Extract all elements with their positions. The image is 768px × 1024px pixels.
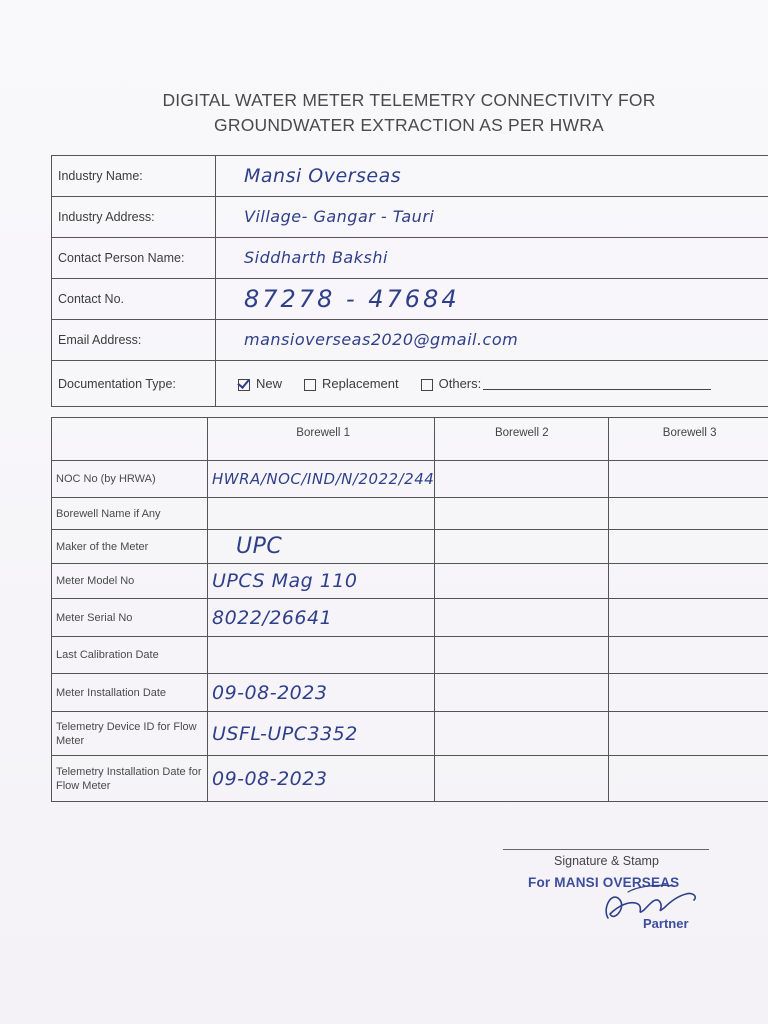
meter-model-label: Meter Model No xyxy=(52,564,208,599)
contact-person-value: Siddharth Bakshi xyxy=(244,248,388,267)
industry-info-table xyxy=(51,155,768,407)
borewell-name-b2 xyxy=(435,498,609,530)
meter-maker-b1: UPC xyxy=(236,534,283,559)
doc-type-label: Documentation Type: xyxy=(52,361,216,407)
doc-type-row xyxy=(52,361,768,407)
contact-no-label: Contact No. xyxy=(52,279,216,320)
document-title-line-1: DIGITAL WATER METER TELEMETRY CONNECTIVITY FOR xyxy=(162,90,656,110)
doc-type-options xyxy=(238,376,768,391)
industry-name-row xyxy=(52,156,768,197)
signature-line xyxy=(503,849,709,850)
industry-name-label: Industry Name: xyxy=(52,156,216,197)
meter-model-b3 xyxy=(609,564,768,599)
contact-no-row xyxy=(52,279,768,320)
table-row xyxy=(52,637,768,674)
doc-option-new[interactable]: New xyxy=(238,376,282,391)
doc-option-others[interactable]: Others: xyxy=(421,376,712,391)
borewell-1-header: Borewell 1 xyxy=(208,418,435,461)
meter-maker-b3 xyxy=(609,530,768,564)
industry-address-value: Village- Gangar - Tauri xyxy=(244,207,435,226)
borewell-2-header: Borewell 2 xyxy=(435,418,609,461)
noc-no-b3 xyxy=(609,461,768,498)
stamp-firm-name: For MANSI OVERSEAS xyxy=(528,875,680,890)
noc-no-b2 xyxy=(435,461,609,498)
meter-serial-b1: 8022/26641 xyxy=(212,606,333,629)
meter-model-b1: UPCS Mag 110 xyxy=(212,570,358,592)
meter-installation-b1: 09-08-2023 xyxy=(212,681,328,704)
checkbox-checked-icon[interactable] xyxy=(238,379,250,391)
last-calibration-b1 xyxy=(208,637,435,674)
email-row xyxy=(52,320,768,361)
telemetry-installation-b2 xyxy=(435,756,609,802)
contact-person-row xyxy=(52,238,768,279)
table-row xyxy=(52,530,768,564)
signature-label: Signature & Stamp xyxy=(554,854,659,868)
noc-no-label: NOC No (by HRWA) xyxy=(52,461,208,498)
table-row xyxy=(52,674,768,712)
table-row xyxy=(52,498,768,530)
telemetry-device-label: Telemetry Device ID for Flow Meter xyxy=(52,712,208,756)
table-row xyxy=(52,599,768,637)
meter-installation-label: Meter Installation Date xyxy=(52,674,208,712)
telemetry-installation-b1: 09-08-2023 xyxy=(212,767,328,790)
industry-address-label: Industry Address: xyxy=(52,197,216,238)
borewell-3-header: Borewell 3 xyxy=(609,418,768,461)
meter-maker-b2 xyxy=(435,530,609,564)
telemetry-device-b3 xyxy=(609,712,768,756)
borewell-header-row xyxy=(52,418,768,461)
email-value: mansioverseas2020@gmail.com xyxy=(244,330,519,349)
industry-address-row xyxy=(52,197,768,238)
telemetry-installation-b3 xyxy=(609,756,768,802)
meter-serial-b2 xyxy=(435,599,609,637)
meter-serial-b3 xyxy=(609,599,768,637)
telemetry-device-b1: USFL-UPC3352 xyxy=(212,722,358,745)
table-row xyxy=(52,564,768,599)
telemetry-device-b2 xyxy=(435,712,609,756)
last-calibration-b2 xyxy=(435,637,609,674)
borewell-name-b3 xyxy=(609,498,768,530)
checkbox-icon[interactable] xyxy=(304,379,316,391)
industry-name-value: Mansi Overseas xyxy=(244,165,402,187)
telemetry-installation-label: Telemetry Installation Date for Flow Meter xyxy=(52,756,208,802)
contact-no-value: 87278 - 47684 xyxy=(244,285,460,313)
table-row xyxy=(52,756,768,802)
checkbox-icon[interactable] xyxy=(421,379,433,391)
contact-person-label: Contact Person Name: xyxy=(52,238,216,279)
noc-no-b1: HWRA/NOC/IND/N/2022/244 xyxy=(212,469,435,488)
email-label: Email Address: xyxy=(52,320,216,361)
stamp-role: Partner xyxy=(643,916,689,931)
meter-installation-b3 xyxy=(609,674,768,712)
others-underline xyxy=(483,377,711,390)
meter-model-b2 xyxy=(435,564,609,599)
doc-option-replacement[interactable]: Replacement xyxy=(304,376,399,391)
table-row xyxy=(52,712,768,756)
table-row xyxy=(52,461,768,498)
document-title-line-2: GROUNDWATER EXTRACTION AS PER HWRA xyxy=(214,115,604,135)
meter-maker-label: Maker of the Meter xyxy=(52,530,208,564)
last-calibration-label: Last Calibration Date xyxy=(52,637,208,674)
meter-serial-label: Meter Serial No xyxy=(52,599,208,637)
borewell-name-label: Borewell Name if Any xyxy=(52,498,208,530)
last-calibration-b3 xyxy=(609,637,768,674)
meter-installation-b2 xyxy=(435,674,609,712)
borewell-table xyxy=(51,417,768,802)
borewell-name-b1 xyxy=(208,498,435,530)
